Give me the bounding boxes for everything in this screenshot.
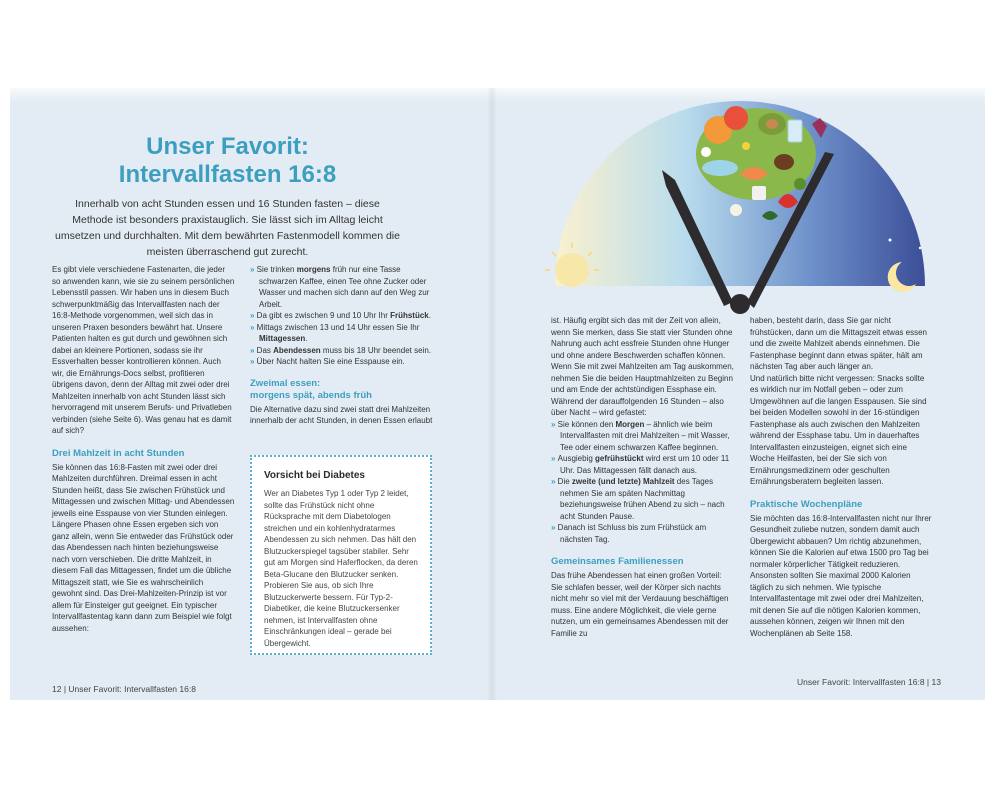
list-item: [551, 419, 734, 454]
list-item-bold: Abendessen: [273, 345, 321, 355]
list-item-bold: gefrühstückt: [595, 454, 644, 463]
col1-heading: Drei Mahlzeit in acht Stunden: [52, 447, 185, 459]
col1-paragraph: Es gibt viele verschiedene Fastenarten, die jeder so anwenden kann, wie sie zu seinem persönlichen Lebensstil passen. Wir haben uns in diesem Buch schwerpunktmäßig das Intervallfasten nach der 16:8-Methode vorgenommen, weil sich das in unseren Praxen besonders bewährt hat. Unsere Patienten halten es gut durch und gewöhnen sich dabei an kleinere Portionen, sodass sie ihr Essverhalten besser kontrollieren können. Auch wir, die Ernährungs-Docs selbst, profitieren übrigens davon, denn der Alltag mit zwei oder drei Mahlzeiten innerhalb von acht Stunden lässt sich hervorragend mit unserem Berufs- und Privatleben verbinden (siehe Seite 6). Was genau hat es damit auf sich?: [52, 265, 235, 435]
list-item: [250, 264, 433, 310]
list-item-post: muss bis 18 Uhr beendet sein.: [320, 345, 431, 355]
list-item-post: – ähnlich wie beim Intervallfasten mit drei Mahlzeiten – mit Wasser, Tee oder einem schwarzen Kaffee beginnen.: [560, 419, 730, 452]
list-item-post: wird erst um 10 oder 11 Uhr. Das Mittagessen fällt danach aus.: [560, 454, 730, 475]
col2-heading-line2: morgens spät, abends früh: [250, 389, 372, 401]
list-item-pre: Sie trinken: [256, 265, 297, 274]
page-title-line1: Unser Favorit:: [146, 133, 309, 160]
right-column-2: [750, 315, 933, 639]
col4-heading: Praktische Wochenpläne: [750, 498, 863, 510]
list-item-bold: morgens: [296, 265, 331, 274]
col4-paragraph-2: Und natürlich bitte nicht vergessen: Snacks sollte es wirklich nur im Notfall geben – oder zum Umgewöhnen auf die langen Esspausen. Sie sind bei beiden Modellen sowohl in der 16-stündigen Fastenphase als auch zwischen den Mahlzeiten während der Essphase tabu. Um in dauerhaftes Intervallfasten einzusteigen, eignet sich eine Woche Heilfasten, bei der Sie sich von Ernährungsmedizinern oder geschulten Ernährungsberatern begleiten lassen.: [750, 373, 927, 486]
list-item-post: .: [305, 334, 308, 343]
list-item-bold: Mittagessen: [259, 334, 306, 343]
diabetes-info-box: [250, 455, 432, 655]
col3-list: [551, 419, 734, 546]
arrow-bullet-icon: »: [551, 477, 558, 486]
list-item-post: früh nur eine Tasse schwarzen Kaffee, einen Tee ohne Zucker oder Wasser und machen sich dann auf den Weg zur Arbeit.: [259, 265, 430, 309]
col3-heading: Gemeinsames Familienessen: [551, 556, 684, 567]
list-item: [250, 310, 433, 322]
list-item-pre: Das: [256, 345, 274, 355]
list-item: [250, 322, 433, 345]
fasting-clock-illustration: [540, 90, 940, 320]
book-gutter: [487, 88, 497, 700]
info-box-text: Wer an Diabetes Typ 1 oder Typ 2 leidet, sollte das Frühstück nicht ohne Rücksprache mit dem Diabetologen streichen und ein kohlenhydratarmes Abendessen zu sich nehmen. Das hält den Blutzuckerspiegel tagsüber stabiler. Sehr gut am Morgen sind Haferflocken, da deren Beta-Glucane den Blutzucker senken. Probieren Sie aus, ob sich Ihre Blutzuckerwerte bessern. Für Typ-2-Diabetiker, die keine Blutzuckersenker nehmen, ist Intervallfasten ohne Einschränkungen ideal – gerade bei Übergewicht.: [264, 489, 418, 648]
left-page-footer: 12 | Unser Favorit: Intervallfasten 16:8: [52, 684, 196, 694]
list-item-bold: Morgen: [615, 419, 645, 429]
col3-paragraph-2: Das frühe Abendessen hat einen großen Vorteil: Sie schlafen besser, weil der Körper sich nachts nicht mehr so viel mit der Verdauung beschäftigen muss. Eine andere Möglichkeit, die viele gerne nutzen, um ein gemeinsames Abendessen mit der Familie zu: [551, 571, 729, 638]
page-title-line2: Intervallfasten 16:8: [118, 161, 337, 188]
left-column-1: [52, 264, 235, 634]
list-item-bold: zweite (und letzte) Mahlzeit: [571, 477, 675, 486]
col1-paragraph-2: Sie können das 16:8-Fasten mit zwei oder drei Mahlzeiten durchführen. Dreimal essen in acht Stunden heißt, dass Sie zwischen Frühstück und Mittagessen und zwischen Mittag- und Abendessen jeweils eine Esspause von vier Stunden einlegen. Längere Phasen ohne Essen ergeben sich von ganz allein, wenn Sie entweder das Frühstück oder das Abendessen nach hinten beziehungsweise nach vorn verschieben. Die dritte Mahlzeit, in diesem Fall das Mittagessen, findet um die übliche Mittagszeit statt, wie Sie es wahrscheinlich gewohnt sind. Das Drei-Mahlzeiten-Prinzip ist vor allem für Einsteiger gut geeignet. Ein typischer Intervallfastentag kann dann zum Beispiel wie folgt aussehen:: [52, 462, 235, 633]
arrow-bullet-icon: »: [250, 265, 257, 274]
list-item-pre: Da gibt es zwischen 9 und 10 Uhr Ihr: [256, 311, 391, 320]
list-item: [551, 476, 734, 522]
list-item-pre: Ausgiebig: [557, 454, 596, 463]
intro-text: Innerhalb von acht Stunden essen und 16 Stunden fasten – diese Methode ist besonders praxistauglich. Sie lässt sich im Alltag leicht umsetzen und durchhalten. Mit dem bewährten Fastenmodell kommen die meisten überraschend gut zurecht.: [55, 198, 400, 258]
info-box-title: Vorsicht bei Diabetes: [264, 470, 365, 481]
arrow-bullet-icon: »: [250, 357, 257, 366]
arrow-bullet-icon: »: [551, 419, 558, 429]
left-column-2: [250, 264, 433, 427]
col3-paragraph: ist. Häufig ergibt sich das mit der Zeit von allein, wenn Sie merken, dass Sie statt vier Stunden ohne Nahrung auch acht essfreie Stunden ohne Hunger und ohne andere Beschwerden schaffen können. Wenn Sie mit zwei Mahlzeiten am Tag auskommen, nehmen Sie die beiden Hauptmahlzeiten zu Beginn und am Ende der achtstündigen Essphase ein. Während der darauffolgenden 16 Stunden – also über Nacht – wird gefastet:: [551, 316, 734, 417]
list-item-pre: Mittags zwischen 13 und 14 Uhr essen Sie Ihr: [256, 322, 420, 332]
list-item: [250, 356, 433, 368]
right-page-footer: Unser Favorit: Intervallfasten 16:8 | 13: [797, 677, 941, 687]
col2-list: [250, 264, 433, 368]
list-item-bold: Frühstück: [390, 311, 429, 320]
col2-paragraph: Die Alternative dazu sind zwei statt drei Mahlzeiten innerhalb der acht Stunden, in denen Essen erlaubt: [250, 404, 433, 425]
list-item-post: des Tages nehmen Sie am späten Nachmittag beziehungsweise frühen Abend zu sich – nach acht Stunden Pause.: [560, 477, 725, 521]
col4-paragraph: haben, besteht darin, dass Sie gar nicht frühstücken, dann um die Mittagszeit etwas essen und die zweite Mahlzeit abends einnehmen. Die Fastenphase beginnt dann etwas später, hält am nächsten Tag aber auch länger an.: [750, 316, 927, 371]
arrow-bullet-icon: »: [250, 322, 257, 332]
list-item-pre: Danach ist Schluss bis zum Frühstück am nächsten Tag.: [557, 523, 707, 544]
arrow-bullet-icon: »: [250, 311, 257, 320]
list-item-pre: Über Nacht halten Sie eine Esspause ein.: [256, 357, 405, 366]
list-item-post: .: [428, 311, 431, 320]
list-item-pre: Die: [557, 477, 572, 486]
arrow-bullet-icon: »: [250, 345, 257, 355]
col2-heading-line1: Zweimal essen:: [250, 377, 321, 389]
right-column-1: [551, 315, 734, 639]
list-item: [551, 453, 734, 476]
list-item: [250, 345, 433, 357]
list-item-pre: Sie können den: [557, 419, 616, 429]
col4-paragraph-3: Sie möchten das 16:8-Intervallfasten nicht nur Ihrer Gesundheit zuliebe nutzen, sondern damit auch Übergewicht abbauen? Um richtig abzunehmen, können Sie die Kalorien auf etwa 1500 pro Tag bei normaler körperlicher Tätigkeit reduzieren. Ansonsten sollten Sie maximal 2000 Kalorien täglich zu sich nehmen. Wie typische Intervallfastentage mit zwei oder drei Mahlzeiten, mit denen Sie auf die nötigen Kalorien kommen, aussehen können, zeigen wir Ihnen mit den Wochenplänen ab Seite 158.: [750, 513, 932, 638]
list-item: [551, 522, 734, 545]
arrow-bullet-icon: »: [551, 454, 558, 463]
arrow-bullet-icon: »: [551, 523, 558, 532]
